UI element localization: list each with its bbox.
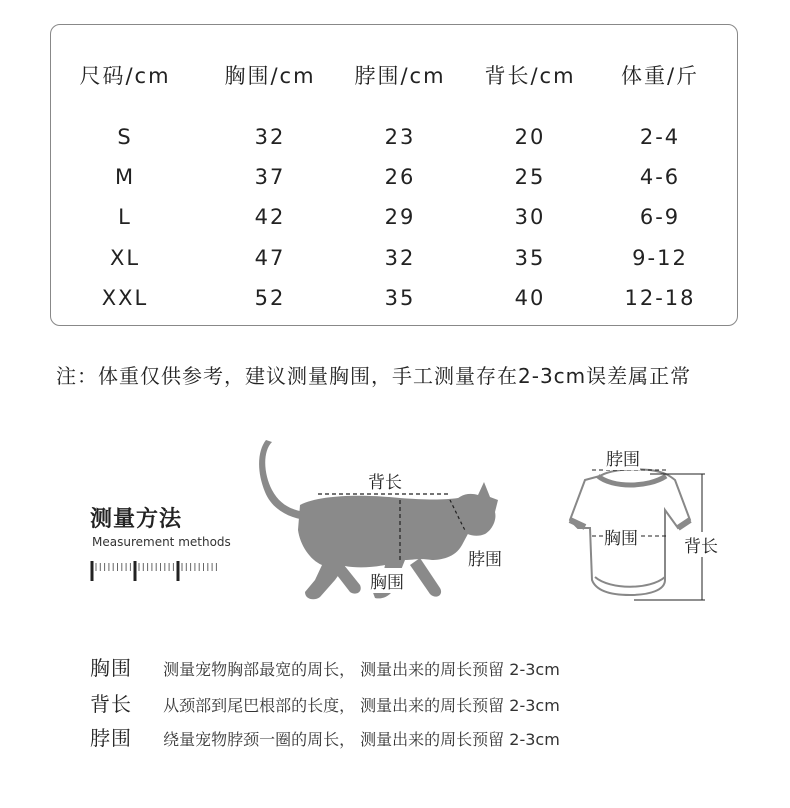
shirt-back-label: 背长 (684, 532, 718, 557)
table-size-cell: L (118, 205, 132, 229)
table-header-cell: 脖围/cm (354, 64, 446, 88)
table-cell: 42 (254, 205, 286, 229)
table-cell: 32 (384, 246, 416, 270)
table-cell: 35 (514, 246, 546, 270)
table-cell: 9-12 (632, 246, 688, 270)
table-cell: 29 (384, 205, 416, 229)
table-cell: 4-6 (639, 165, 681, 189)
table-size-cell: M (114, 165, 136, 189)
table-cell: 25 (514, 165, 546, 189)
method-title: 测量方法 (90, 507, 183, 532)
definition-text: 从颈部到尾巴根部的长度， 测量出来的周长预留 2-3cm (163, 696, 560, 715)
table-size-cell: S (117, 125, 133, 149)
table-cell: 26 (384, 165, 416, 189)
definition-row (90, 652, 560, 681)
cat-neck-label: 脖围 (468, 545, 502, 570)
table-cell: 2-4 (639, 125, 681, 149)
shirt-chest-label: 胸围 (604, 524, 638, 549)
table-header-cell: 尺码/cm (79, 64, 171, 88)
table-cell: 37 (254, 165, 286, 189)
table-header-cell: 背长/cm (484, 64, 576, 88)
table-size-cell: XXL (101, 286, 149, 310)
table-cell: 20 (514, 125, 546, 149)
definition-term: 背长 (90, 692, 132, 716)
definition-row (90, 722, 560, 751)
table-cell: 47 (254, 246, 286, 270)
table-cell: 6-9 (639, 205, 681, 229)
shirt-neck-label: 脖围 (606, 445, 640, 470)
table-cell: 32 (254, 125, 286, 149)
cat-chest-label: 胸围 (370, 568, 404, 593)
table-cell: 35 (384, 286, 416, 310)
method-subtitle: Measurement methods (92, 535, 231, 549)
table-cell: 23 (384, 125, 416, 149)
table-cell: 40 (514, 286, 546, 310)
table-header-cell: 胸围/cm (224, 64, 316, 88)
definition-text: 绕量宠物脖颈一圈的周长， 测量出来的周长预留 2-3cm (163, 730, 560, 749)
definition-term: 胸围 (90, 656, 132, 680)
table-cell: 52 (254, 286, 286, 310)
table-header-cell: 体重/斤 (620, 64, 700, 88)
definition-term: 脖围 (90, 726, 132, 750)
definition-row (90, 688, 560, 717)
table-cell: 12-18 (624, 286, 696, 310)
cat-back-label: 背长 (368, 468, 402, 493)
note-text: 注：体重仅供参考，建议测量胸围，手工测量存在2-3cm误差属正常 (56, 364, 692, 388)
definition-text: 测量宠物胸部最宽的周长， 测量出来的周长预留 2-3cm (163, 660, 560, 679)
table-size-cell: XL (109, 246, 141, 270)
table-cell: 30 (514, 205, 546, 229)
